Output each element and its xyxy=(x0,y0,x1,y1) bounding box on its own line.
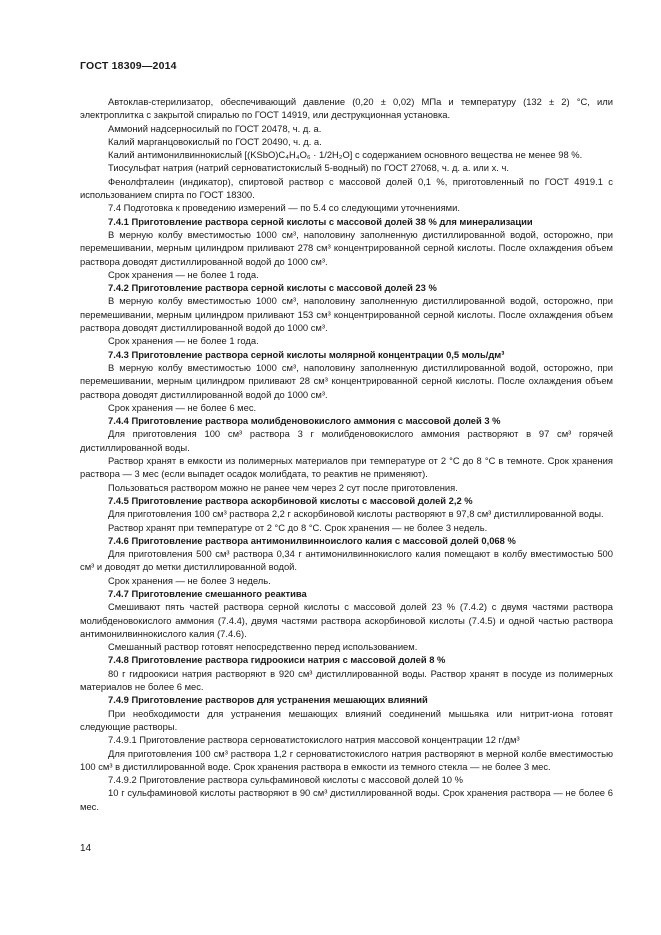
section-heading: 7.4.8 Приготовление раствора гидроокиси натрия с массовой долей 8 % xyxy=(108,654,446,666)
paragraph: Срок хранения — не более 1 года. xyxy=(108,268,259,280)
paragraph: Аммоний надсерносилый по ГОСТ 20478, ч. д. а. xyxy=(108,122,322,134)
section-heading: 7.4.2 Приготовление раствора серной кислоты с массовой долей 23 % xyxy=(108,282,437,294)
paragraph: В мерную колбу вместимостью 1000 см³, наполовину заполненную дистиллированной водой, осторожно, при перемешивании, мерным цилиндром приливают 153 см³ концентрированной серной кислоты. После охлаждения объем раствора доводят дистиллированной водой до 1000 см³. xyxy=(80,295,613,334)
paragraph: 7.4 Подготовка к проведению измерений — по 5.4 со следующими уточнениями. xyxy=(108,202,460,214)
paragraph: Калий марганцовокислый по ГОСТ 20490, ч. д. а. xyxy=(108,135,322,147)
document-body xyxy=(80,95,613,813)
paragraph: В мерную колбу вместимостью 1000 см³, наполовину заполненную дистиллированной водой, осторожно, при перемешивании, мерным цилиндром приливают 278 см³ концентрированной серной кислоты. После охлаждения объем раствора доводят дистиллированной водой до 1000 см³. xyxy=(80,228,613,267)
paragraph: Пользоваться раствором можно не ранее чем через 2 сут после приготовления. xyxy=(108,481,458,493)
paragraph: Срок хранения — не более 6 мес. xyxy=(108,401,257,413)
section-heading: 7.4.3 Приготовление раствора серной кислоты молярной концентрации 0,5 моль/дм³ xyxy=(108,348,505,360)
paragraph: Срок хранения — не более 1 года. xyxy=(108,335,259,347)
paragraph: 7.4.9.2 Приготовление раствора сульфаминовой кислоты с массовой долей 10 % xyxy=(108,774,463,786)
paragraph: Срок хранения — не более 3 недель. xyxy=(108,574,271,586)
section-heading: 7.4.4 Приготовление раствора молибденовокислого аммония с массовой долей 3 % xyxy=(108,415,501,427)
paragraph: Для приготовления 100 см³ раствора 1,2 г серноватистокислого натрия растворяют в мерной колбе вместимостью 100 см³ в дистиллированной воде. Срок хранения раствора в емкости из темного стекла — не более 3 мес. xyxy=(80,747,613,772)
section-heading: 7.4.1 Приготовление раствора серной кислоты с массовой долей 38 % для минерализации xyxy=(108,215,533,227)
document-header: ГОСТ 18309—2014 xyxy=(80,60,177,72)
paragraph: 10 г сульфаминовой кислоты растворяют в 90 см³ дистиллированной воды. Срок хранения раствора — не более 6 мес. xyxy=(80,787,613,812)
section-heading: 7.4.9 Приготовление растворов для устранения мешающих влияний xyxy=(108,694,428,706)
paragraph: Раствор хранят в емкости из полимерных материалов при температуре от 2 °С до 8 °С в темноте. Срок хранения раствора — 3 мес (если выпадет осадок молибдата, то реактив не применяют). xyxy=(80,455,613,480)
paragraph: Смешивают пять частей раствора серной кислоты с массовой долей 23 % (7.4.2) с двумя частями раствора молибденовокислого аммония (7.4.4), двумя частями раствора аскорбиновой кислоты (7.4.5) и одной частью раствора антимонилвиннокислого калия (7.4.6). xyxy=(80,601,613,639)
paragraph: 80 г гидроокиси натрия растворяют в 920 см³ дистиллированной воды. Раствор хранят в посуде из полимерных материалов не более 6 мес. xyxy=(80,667,613,693)
paragraph: Для приготовления 100 см³ раствора 3 г молибденовокислого аммония растворяют в 97 см³ горячей дистиллированной воды. xyxy=(80,428,613,453)
section-heading: 7.4.6 Приготовление раствора антимонилвинноислого калия с массовой долей 0,068 % xyxy=(108,534,516,546)
paragraph: Тиосульфат натрия (натрий серноватистокислый 5-водный) по ГОСТ 27068, ч. д. а. или х. ч. xyxy=(108,162,510,174)
section-heading: 7.4.5 Приготовление раствора аскорбиновой кислоты с массовой долей 2,2 % xyxy=(108,494,473,506)
page-number: 14 xyxy=(80,843,92,854)
section-heading: 7.4.7 Приготовление смешанного реактива xyxy=(108,587,307,599)
paragraph: 7.4.9.1 Приготовление раствора серноватистокислого натрия массовой концентрации 12 г/дм³ xyxy=(108,734,520,746)
paragraph: Автоклав-стерилизатор, обеспечивающий давление (0,20 ± 0,02) МПа и температуру (132 ± 2) °С, или электроплитка с закрытой спиралью по ГОСТ 14919, или деструкционная установка. xyxy=(80,96,613,121)
paragraph: Смешанный раствор готовят непосредственно перед использованием. xyxy=(108,641,418,653)
paragraph: При необходимости для устранения мешающих влияний соединений мышьяка или нитрит-иона готовят следующие растворы. xyxy=(80,707,613,732)
paragraph: В мерную колбу вместимостью 1000 см³, наполовину заполненную дистиллированной водой, осторожно, при перемешивании, мерным цилиндром приливают 28 см³ концентрированной серной кислоты. После охлаждения объем раствора доводят дистиллированной водой до 1000 см³. xyxy=(80,361,613,400)
paragraph: Для приготовления 500 см³ раствора 0,34 г антимонилвиннокислого калия помещают в колбу вместимостью 500 см³ и доводят до метки дистиллированной водой. xyxy=(80,548,613,573)
paragraph: Для приготовления 100 см³ раствора 2,2 г аскорбиновой кислоты растворяют в 97,8 см³ дистиллированной воды. xyxy=(108,508,604,520)
paragraph: Фенолфталеин (индикатор), спиртовой раствор с массовой долей 0,1 %, приготовленный по ГОСТ 4919.1 с использованием спирта по ГОСТ 18300. xyxy=(80,175,613,201)
paragraph: Раствор хранят при температуре от 2 °С до 8 °С. Срок хранения — не более 3 недель. xyxy=(108,521,488,533)
paragraph: Калий антимонилвиннокислый [(KSbO)C₄H₄O₆ · 1/2H₂O] с содержанием основного вещества не менее 98 %. xyxy=(108,149,583,161)
